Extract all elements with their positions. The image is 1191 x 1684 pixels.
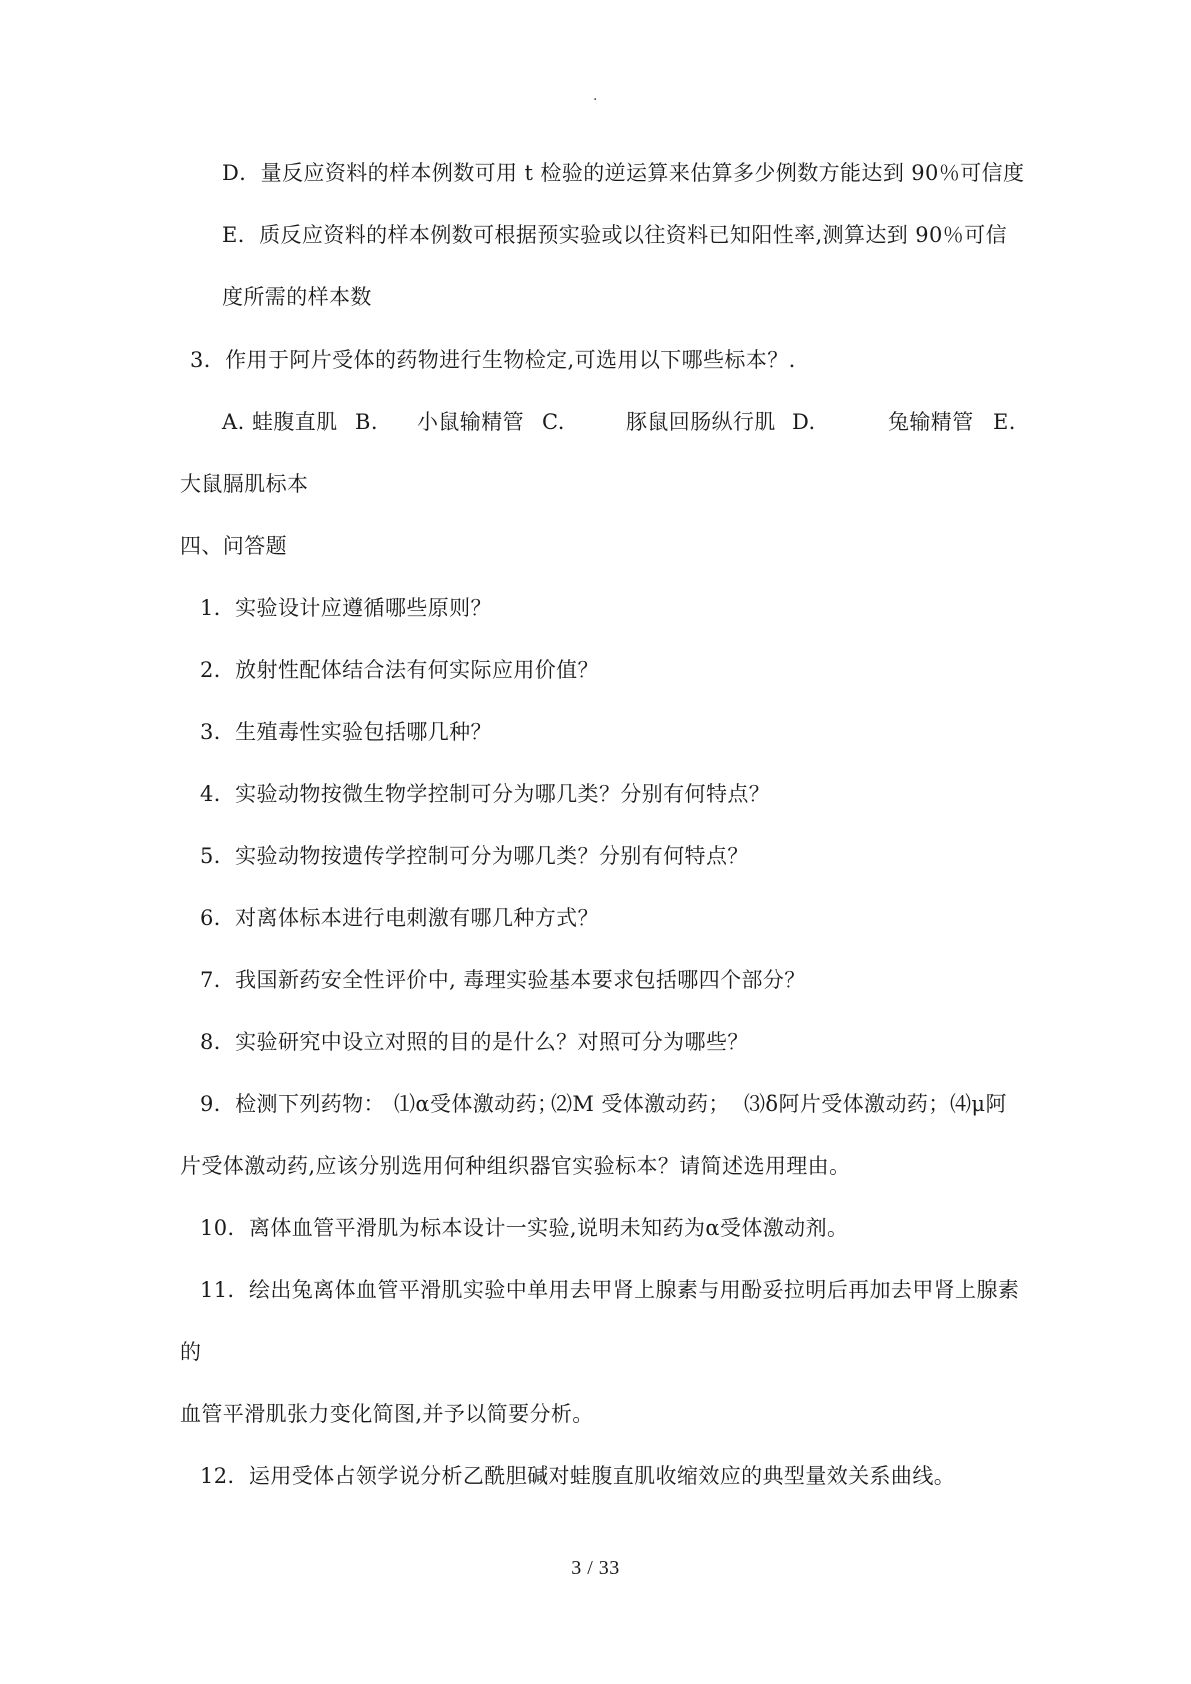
option-c-label: C.	[542, 410, 565, 434]
option-e-text-q3: 大鼠膈肌标本	[180, 472, 309, 496]
essay-question-10: 10．离体血管平滑肌为标本设计一实验,说明未知药为α受体激动剂。	[200, 1216, 849, 1240]
essay-question-5: 5．实验动物按遗传学控制可分为哪几类？分别有何特点？	[200, 844, 749, 868]
essay-question-1: 1．实验设计应遵循哪些原则？	[200, 596, 492, 620]
option-b-text: 小鼠输精管	[417, 410, 524, 434]
option-e-label: E.	[993, 410, 1016, 434]
question-3-stem: 3．作用于阿片受体的药物进行生物检定,可选用以下哪些标本？.	[190, 348, 796, 372]
option-b-label: B.	[355, 410, 378, 434]
essay-question-2: 2．放射性配体结合法有何实际应用价值？	[200, 658, 599, 682]
essay-question-6: 6．对离体标本进行电刺激有哪几种方式？	[200, 906, 599, 930]
question-9-item-4: ⑷μ阿	[950, 1092, 1007, 1116]
option-d-text-q3: 兔输精管	[888, 410, 974, 434]
essay-question-3: 3．生殖毒性实验包括哪几种？	[200, 720, 492, 744]
question-9-lead: 9．检测下列药物：	[200, 1092, 385, 1116]
question-11-line-2: 的	[180, 1340, 202, 1364]
option-e-text: E．质反应资料的样本例数可根据预实验或以往资料已知阳性率,测算达到 90％可信	[222, 223, 1007, 247]
essay-question-12: 12．运用受体占领学说分析乙酰胆碱对蛙腹直肌收缩效应的典型量效关系曲线。	[200, 1464, 956, 1488]
question-9-continuation: 片受体激动药,应该分别选用何种组织器官实验标本？请简述选用理由。	[180, 1154, 851, 1178]
option-e-continuation: 度所需的样本数	[222, 285, 372, 309]
header-dot-mark: .	[593, 88, 598, 104]
question-11-line-1: 11．绘出兔离体血管平滑肌实验中单用去甲肾上腺素与用酚妥拉明后再加去甲肾上腺素	[200, 1278, 1020, 1302]
essay-question-7: 7．我国新药安全性评价中, 毒理实验基本要求包括哪四个部分？	[200, 968, 806, 992]
option-a-text: 蛙腹直肌	[252, 410, 338, 434]
option-c-text: 豚鼠回肠纵行肌	[626, 410, 776, 434]
option-d-text: D．量反应资料的样本例数可用 t 检验的逆运算来估算多少例数方能达到 90％可信度	[222, 161, 1025, 185]
option-d-label: D.	[792, 410, 816, 434]
essay-question-8: 8．实验研究中设立对照的目的是什么？对照可分为哪些？	[200, 1030, 749, 1054]
question-9-item-2: ⑵M 受体激动药；	[551, 1092, 730, 1116]
page-number: 3 / 33	[571, 1557, 620, 1579]
question-11-line-3: 血管平滑肌张力变化简图,并予以简要分析。	[180, 1402, 594, 1426]
option-a-label: A.	[222, 410, 245, 434]
section-title: 四、问答题	[180, 534, 287, 558]
question-9-item-1: ⑴α受体激动药；	[394, 1092, 559, 1116]
question-9-item-3: ⑶δ阿片受体激动药；	[744, 1092, 950, 1116]
essay-question-4: 4．实验动物按微生物学控制可分为哪几类？分别有何特点？	[200, 782, 771, 806]
